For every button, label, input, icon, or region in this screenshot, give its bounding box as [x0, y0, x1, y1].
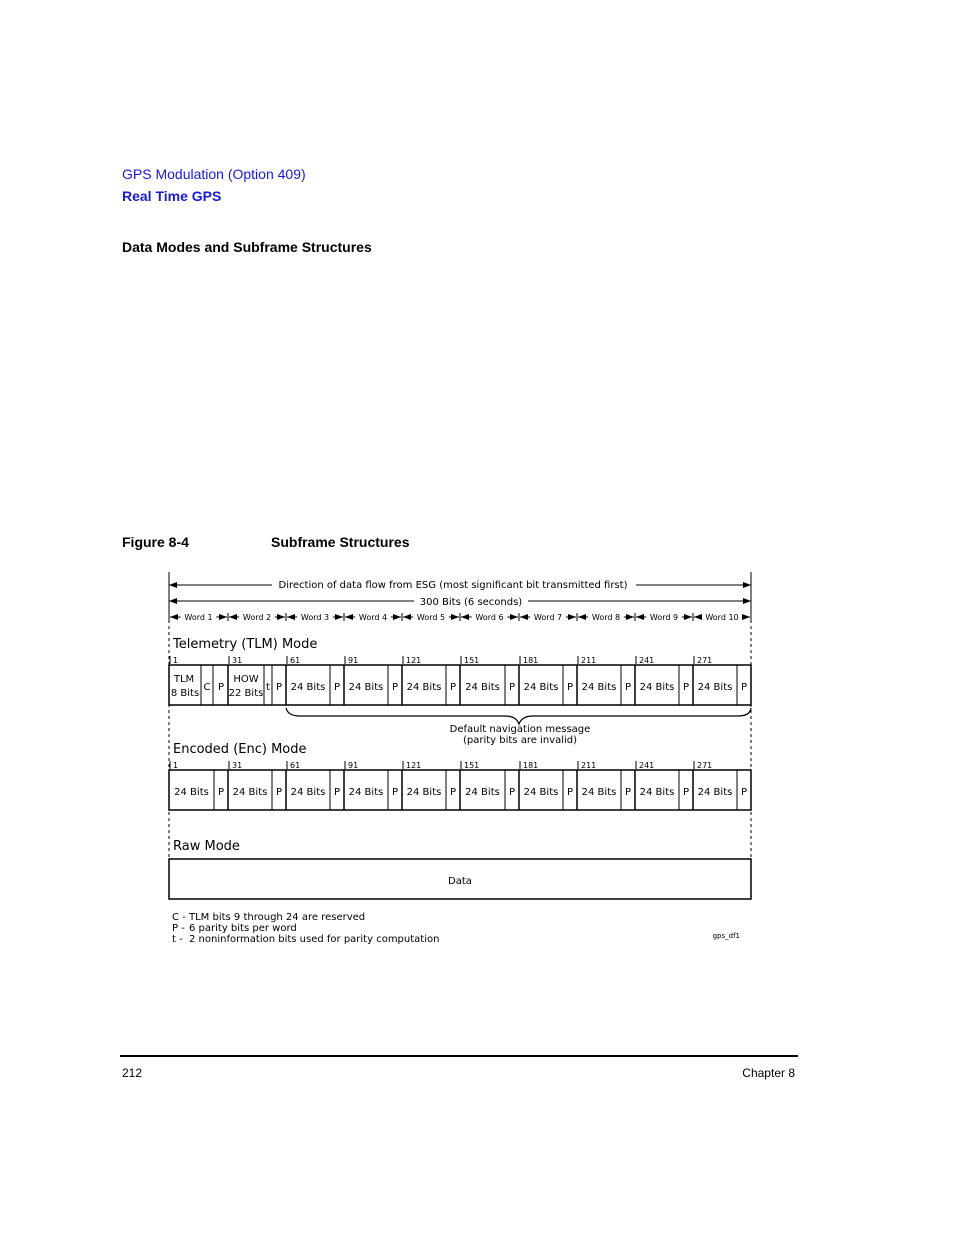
bit-number: 241 [639, 761, 655, 770]
bit-number: 1 [173, 761, 179, 770]
how-cell-label: HOW [233, 674, 259, 685]
bit-number: 91 [348, 656, 359, 665]
bit-number: 151 [464, 761, 480, 770]
parity-cell-label: P [566, 787, 574, 798]
t-cell-label: t [266, 682, 270, 693]
parity-cell-label: P [391, 787, 399, 798]
footer-rule [120, 1055, 798, 1057]
data-cell-label: 24 Bits [348, 682, 384, 693]
data-cell-label: 24 Bits [290, 787, 326, 798]
bit-number: 181 [523, 656, 539, 665]
parity-cell-label: P [275, 682, 283, 693]
bit-number: 1 [173, 656, 179, 665]
data-cell-label: 24 Bits [581, 787, 617, 798]
parity-cell-label: P [508, 682, 516, 693]
data-cell-label: 24 Bits [465, 682, 500, 693]
word-label: Word 9 [649, 613, 679, 622]
parity-cell-label: P [566, 682, 574, 693]
tlm-mode-title: Telemetry (TLM) Mode [173, 637, 318, 652]
section-heading: Data Modes and Subframe Structures [122, 239, 372, 255]
word-label: Word 10 [705, 613, 739, 622]
legend-key: t - [172, 934, 183, 945]
parity-cell-label: P [449, 682, 457, 693]
c-cell-label: C [203, 682, 211, 693]
parity-cell-label: P [508, 787, 516, 798]
bit-number: 31 [232, 656, 243, 665]
figure-file-id: gps_df1 [712, 932, 740, 940]
parity-cell-label: P [740, 682, 748, 693]
nav-note-line1: Default navigation message [449, 724, 591, 735]
parity-cell-label: P [333, 787, 341, 798]
bit-number: 61 [290, 761, 301, 770]
word-label: Word 8 [591, 613, 621, 622]
how-cell-bits: 22 Bits [228, 688, 264, 699]
page-number: 212 [122, 1066, 143, 1080]
parity-cell-label: P [740, 787, 748, 798]
bit-number: 271 [697, 761, 713, 770]
word-label: Word 4 [358, 613, 388, 622]
raw-data-label: Data [448, 876, 472, 887]
bit-number: 91 [348, 761, 359, 770]
data-cell-label: 24 Bits [465, 787, 500, 798]
word-label: Word 7 [533, 613, 563, 622]
word-label: Word 3 [300, 613, 330, 622]
bit-number: 211 [581, 761, 597, 770]
word-label: Word 5 [416, 613, 446, 622]
data-cell-label: 24 Bits [232, 787, 268, 798]
data-cell-label: 24 Bits [348, 787, 384, 798]
legend-key: P - [172, 923, 185, 934]
data-cell-label: 24 Bits [523, 787, 559, 798]
parity-cell-label: P [217, 787, 225, 798]
running-header-chapter: GPS Modulation (Option 409) [122, 166, 306, 182]
bit-number: 151 [464, 656, 480, 665]
legend-text: 2 noninformation bits used for parity computation [189, 934, 440, 945]
data-cell-label: 24 Bits [523, 682, 559, 693]
word-label: Word 1 [184, 613, 213, 622]
parity-cell-label: P [391, 682, 399, 693]
parity-cell-label: P [624, 787, 632, 798]
bits-label: 300 Bits (6 seconds) [419, 597, 523, 608]
word-label: Word 6 [475, 613, 504, 622]
bit-number: 211 [581, 656, 597, 665]
tlm-cell-label: TLM [173, 674, 195, 685]
bit-number: 241 [639, 656, 655, 665]
bit-number: 121 [406, 656, 422, 665]
data-cell-label: 24 Bits [581, 682, 617, 693]
parity-cell-label: P [217, 682, 225, 693]
tlm-cell-bits: 8 Bits [170, 688, 200, 699]
parity-cell-label: P [624, 682, 632, 693]
parity-cell-label: P [275, 787, 283, 798]
nav-note-line2: (parity bits are invalid) [462, 735, 578, 746]
enc-mode-title: Encoded (Enc) Mode [173, 742, 307, 757]
running-header-section: Real Time GPS [122, 188, 222, 204]
bit-number: 271 [697, 656, 713, 665]
bit-number: 121 [406, 761, 422, 770]
data-cell-label: 24 Bits [406, 682, 442, 693]
data-cell-label: 24 Bits [697, 682, 733, 693]
data-cell-label: 24 Bits [290, 682, 326, 693]
nav-message-brace [286, 708, 751, 724]
parity-cell-label: P [682, 787, 690, 798]
parity-cell-label: P [333, 682, 341, 693]
data-cell-label: 24 Bits [697, 787, 733, 798]
bit-number: 31 [232, 761, 243, 770]
figure-title: Subframe Structures [271, 534, 410, 550]
parity-cell-label: P [682, 682, 690, 693]
data-cell-label: 24 Bits [174, 787, 209, 798]
legend-text: TLM bits 9 through 24 are reserved [189, 912, 366, 923]
data-cell-label: 24 Bits [406, 787, 442, 798]
legend-key: C - [172, 912, 186, 923]
data-cell-label: 24 Bits [639, 682, 675, 693]
data-cell-label: 24 Bits [639, 787, 675, 798]
bit-number: 61 [290, 656, 301, 665]
figure-number: Figure 8-4 [122, 534, 189, 550]
flow-label: Direction of data flow from ESG (most significant bit transmitted first) [278, 580, 628, 591]
parity-cell-label: P [449, 787, 457, 798]
footer-chapter: Chapter 8 [742, 1066, 795, 1080]
raw-mode-title: Raw Mode [173, 839, 240, 854]
word-label: Word 2 [242, 613, 272, 622]
legend-text: 6 parity bits per word [189, 923, 297, 934]
bit-number: 181 [523, 761, 539, 770]
